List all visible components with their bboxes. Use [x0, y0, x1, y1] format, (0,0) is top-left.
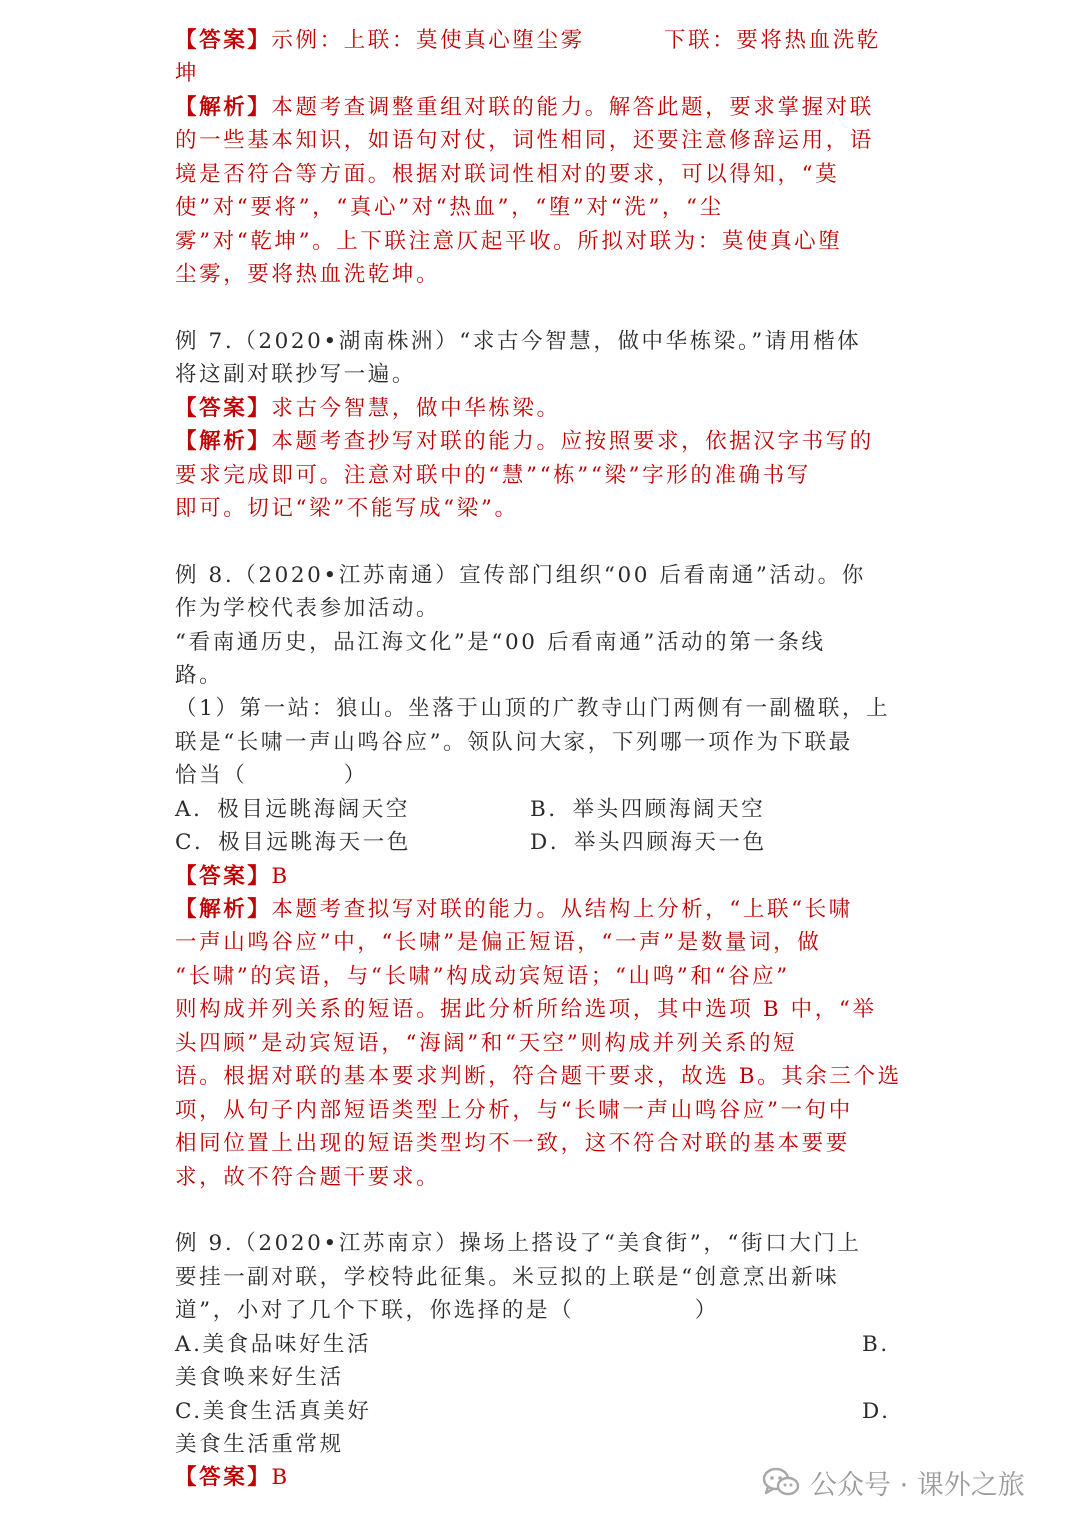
analysis-tag: 【解析】 — [175, 897, 272, 922]
watermark-text: 公众号 · 课外之旅 — [810, 1469, 1025, 1501]
answer-tag: 【答案】 — [175, 28, 272, 53]
ex7-analysis-line: 【解析】本题考查抄写对联的能力。应按照要求，依据汉字书写的 — [175, 429, 874, 454]
ex7-question-line: 将这副对联抄写一遍。 — [175, 362, 417, 387]
ex6-analysis-line: 【解析】本题考查调整重组对联的能力。解答此题，要求掌握对联 — [175, 95, 874, 120]
ex9-option-b-label: B. — [862, 1332, 890, 1357]
ex9-option-d-label: D. — [862, 1399, 891, 1424]
ex8-question-line: （1）第一站：狼山。坐落于山顶的广教寺山门两侧有一副楹联，上 — [175, 696, 891, 721]
answer-tag: 【答案】 — [175, 864, 272, 889]
answer-text: B — [271, 864, 290, 889]
ex8-question-line: 作为学校代表参加活动。 — [175, 596, 441, 621]
ex6-answer-cont: 坤 — [175, 61, 200, 86]
ex8-option-c: C．极目远眺海天一色 — [175, 830, 411, 855]
ex8-analysis-line: 【解析】本题考查拟写对联的能力。从结构上分析，“上联“长啸 — [175, 897, 853, 922]
ex8-question-line: “看南通历史，品江海文化”是“00 后看南通”活动的第一条线 — [175, 630, 826, 655]
ex8-analysis-line: 语。根据对联的基本要求判断，符合题干要求，故选 B。其余三个选 — [175, 1064, 902, 1089]
watermark — [762, 1462, 1025, 1502]
ex9-option-b-text: 美食唤来好生活 — [175, 1365, 344, 1390]
ex9-option-d-text: 美食生活重常规 — [175, 1432, 344, 1457]
ex9-question-line: 道”，小对了几个下联，你选择的是（ ） — [175, 1298, 719, 1323]
ex8-option-a: A．极目远眺海阔天空 — [175, 797, 411, 822]
ex9-option-c: C.美食生活真美好 — [175, 1399, 372, 1424]
ex9-option-a: A.美食品味好生活 — [175, 1332, 372, 1357]
ex7-answer — [175, 392, 915, 426]
ex9-question-line: 例 9.（2020•江苏南京）操场上搭设了“美食街”，“街口大门上 — [175, 1231, 862, 1256]
answer-tag: 【答案】 — [175, 396, 272, 421]
ex8-analysis-line: 求，故不符合题干要求。 — [175, 1165, 441, 1190]
ex8-analysis-line: 一声山鸣谷应”中，“长啸”是偏正短语，“一声”是数量词，做 — [175, 930, 822, 955]
ex9-answer — [175, 1461, 475, 1495]
ex8-answer — [175, 860, 915, 894]
wechat-icon — [762, 1466, 800, 1498]
ex6-analysis-line: 雾”对“乾坤”。上下联注意仄起平收。所拟对联为：莫使真心堕 — [175, 229, 843, 254]
ex9-question-line: 要挂一副对联，学校特此征集。米豆拟的上联是“创意烹出新味 — [175, 1265, 840, 1290]
answer-text: B — [271, 1465, 290, 1490]
ex8-analysis-line: 项，从句子内部短语类型上分析，与“长啸一声山鸣谷应”一句中 — [175, 1098, 853, 1123]
ex8-question-line: 路。 — [175, 663, 224, 688]
ex6-analysis-line: 的一些基本知识，如语句对仗，词性相同，还要注意修辞运用，语 — [175, 128, 874, 153]
ex8-question-line: 恰当（ ） — [175, 763, 368, 788]
ex8-question-line: 联是“长啸一声山鸣谷应”。领队问大家，下列哪一项作为下联最 — [175, 730, 853, 755]
analysis-tag: 【解析】 — [175, 95, 272, 120]
ex8-analysis-line: 相同位置上出现的短语类型均不一致，这不符合对联的基本要要 — [175, 1131, 850, 1156]
ex6-analysis-line: 境是否符合等方面。根据对联词性相对的要求，可以得知，“莫 — [175, 162, 840, 187]
answer-text: 示例：上联：莫使真心堕尘雾 — [271, 28, 585, 53]
ex8-analysis-line: “长啸”的宾语，与“长啸”构成动宾短语；“山鸣”和“谷应” — [175, 964, 790, 989]
ex8-analysis-line: 则构成并列关系的短语。据此分析所给选项，其中选项 B 中，“举 — [175, 997, 877, 1022]
analysis-tag: 【解析】 — [175, 429, 272, 454]
ex6-analysis-line: 尘雾，要将热血洗乾坤。 — [175, 262, 441, 287]
ex6-answer-right: 下联：要将热血洗乾 — [664, 28, 881, 53]
ex8-question-line: 例 8.（2020•江苏南通）宣传部门组织“00 后看南通”活动。你 — [175, 563, 866, 588]
answer-tag: 【答案】 — [175, 1465, 272, 1490]
ex8-analysis-line: 头四顾”是动宾短语，“海阔”和“天空”则构成并列关系的短 — [175, 1031, 798, 1056]
ex8-option-b: B．举头四顾海阔天空 — [530, 797, 766, 822]
ex6-analysis-line: 使”对“要将”，“真心”对“热血”，“堕”对“洗”，“尘 — [175, 195, 724, 220]
ex7-question-line: 例 7.（2020•湖南株洲）“求古今智慧，做中华栋梁。”请用楷体 — [175, 329, 862, 354]
ex8-option-d: D．举头四顾海天一色 — [530, 830, 767, 855]
ex7-analysis-line: 即可。切记“梁”不能写成“梁”。 — [175, 496, 519, 521]
answer-text: 求古今智慧，做中华栋梁。 — [271, 396, 561, 421]
ex7-analysis-line: 要求完成即可。注意对联中的“慧”“栋”“梁”字形的准确书写 — [175, 463, 811, 488]
